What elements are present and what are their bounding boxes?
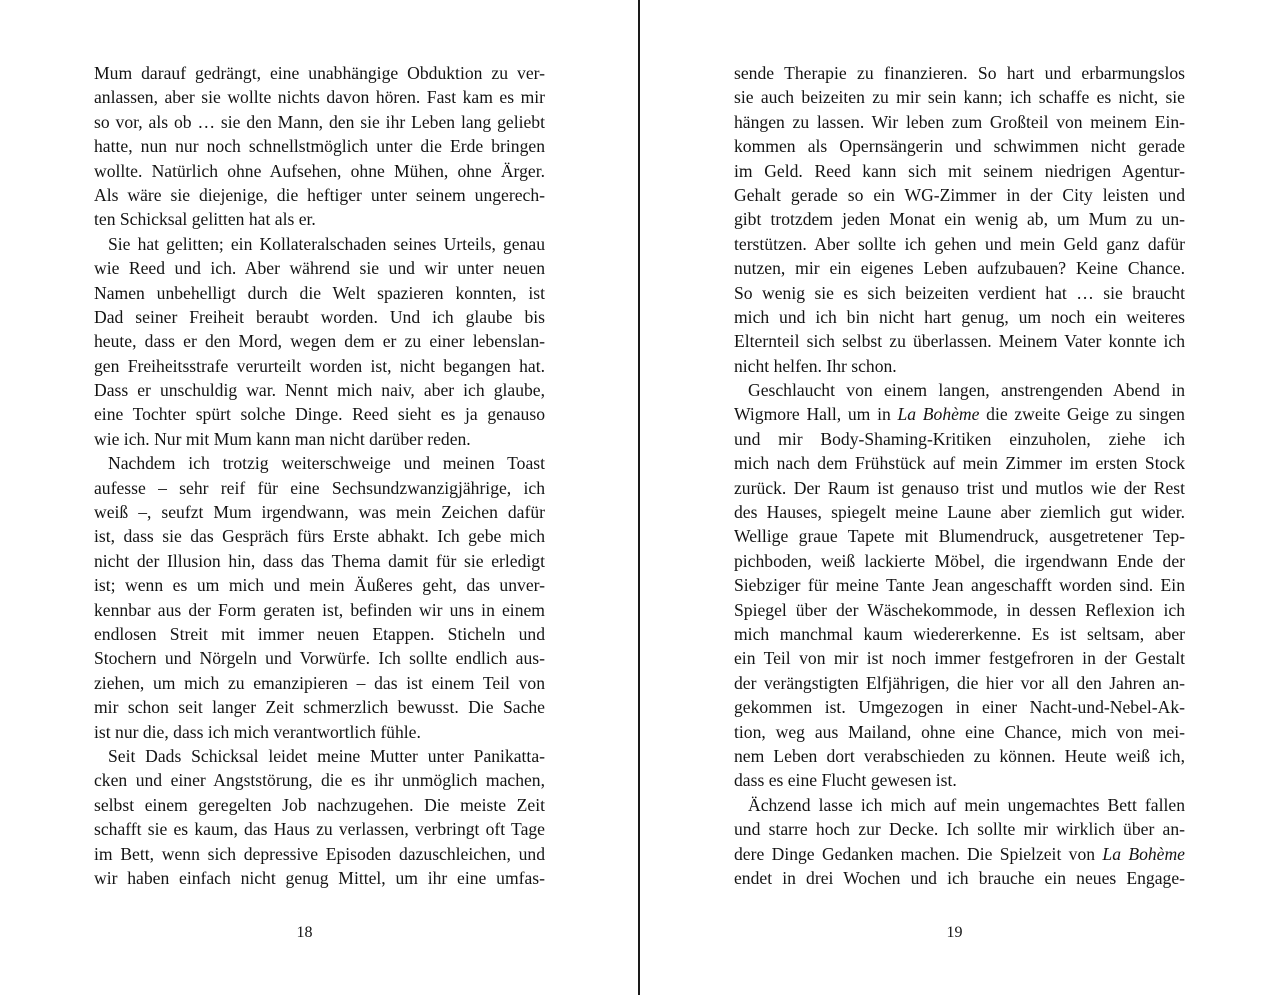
text-line: im Bett, wenn sich depressive Episoden dazuschleichen, und bbox=[94, 843, 545, 864]
text-line: Gehalt gerade so ein WG-Zimmer in der City leisten und bbox=[734, 184, 1185, 205]
text-line: So wenig sie es sich beizeiten verdient hat … sie braucht bbox=[734, 282, 1185, 303]
text-line: selbst einem geregelten Job nachzugehen. Die meiste Zeit bbox=[94, 794, 545, 815]
text-line: hatte, nun nur noch schnellstmöglich unter die Erde bringen bbox=[94, 136, 545, 157]
text-line: ist nur die, dass ich mich verantwortlich fühle. bbox=[94, 721, 421, 742]
text-line: ist; wenn es um mich und mein Äußeres geht, das unver- bbox=[94, 575, 545, 596]
text-line: des Hauses, spiegelt meine Laune aber ziemlich gut wider. bbox=[734, 502, 1185, 523]
text-line: nicht der Illusion hin, dass das Thema damit für sie erledigt bbox=[94, 550, 545, 571]
text-line: gibt trotzdem jeden Monat ein wenig ab, um Mum zu un- bbox=[734, 209, 1185, 230]
text-line: Stochern und Nörgeln und Vorwürfe. Ich sollte endlich aus- bbox=[94, 648, 545, 669]
text-line: Als wäre sie diejenige, die heftiger unter seinem ungerech- bbox=[94, 184, 545, 205]
text-line: dass es eine Flucht gewesen ist. bbox=[734, 770, 957, 791]
text-line: Dass er unschuldig war. Nennt mich naiv, aber ich glaube, bbox=[94, 380, 545, 401]
text-line: kommen als Opernsängerin und schwimmen nicht gerade bbox=[734, 136, 1185, 157]
left-page-number: 18 bbox=[296, 924, 313, 941]
text-line: der verängstigten Elfjährigen, die hier vor all den Jahren an- bbox=[734, 672, 1185, 693]
text-line: eine Tochter spürt solche Dinge. Reed sieht es ja genauso bbox=[94, 404, 545, 425]
text-line: weiß –, seufzt Mum irgendwann, was mein Zeichen dafür bbox=[94, 502, 545, 523]
left-page-text bbox=[94, 61, 545, 890]
text-line: wollte. Natürlich ohne Aufsehen, ohne Mühen, ohne Ärger. bbox=[94, 160, 545, 181]
text-line: mir schon seit langer Zeit schmerzlich bewusst. Die Sache bbox=[94, 697, 545, 718]
text-line: Wigmore Hall, um in La Bohème die zweite Geige zu singen bbox=[734, 404, 1185, 425]
text-line: aufesse – sehr reif für eine Sechsundzwanzigjährige, ich bbox=[94, 477, 545, 498]
text-line: wie Reed und ich. Aber während sie und wir unter neuen bbox=[94, 258, 545, 279]
text-line: tion, weg aus Mailand, ohne eine Chance, mich von mei- bbox=[734, 721, 1185, 742]
text-line: Seit Dads Schicksal leidet meine Mutter unter Panikatta- bbox=[108, 745, 545, 766]
text-line: nicht helfen. Ihr schon. bbox=[734, 355, 897, 376]
text-line: endet in drei Wochen und ich brauche ein neues Engage- bbox=[734, 867, 1185, 888]
text-line: nutzen, mir ein eigenes Leben aufzubauen? Keine Chance. bbox=[734, 258, 1185, 279]
right-page-number: 19 bbox=[946, 924, 963, 941]
left-page bbox=[0, 0, 639, 995]
text-line: pichboden, weiß lackierte Möbel, die irgendwann Ende der bbox=[734, 550, 1185, 571]
text-line: Geschlaucht von einem langen, anstrengenden Abend in bbox=[748, 380, 1185, 401]
text-line: Namen unbehelligt durch die Welt spazieren konnten, ist bbox=[94, 282, 545, 303]
right-page bbox=[640, 0, 1279, 995]
text-line: gen Freiheitsstrafe verurteilt worden ist, nicht begangen hat. bbox=[94, 355, 545, 376]
text-line: Dad seiner Freiheit beraubt worden. Und ich glaube bis bbox=[94, 306, 545, 327]
text-line: sende Therapie zu finanzieren. So hart und erbarmungslos bbox=[734, 63, 1185, 83]
text-line: terstützen. Aber sollte ich gehen und mein Geld ganz dafür bbox=[734, 233, 1185, 254]
text-line: und mir Body-Shaming-Kritiken einzuholen, ziehe ich bbox=[734, 428, 1185, 449]
text-line: ein Teil von mir ist noch immer festgefroren in der Gestalt bbox=[734, 648, 1185, 669]
text-line: hängen zu lassen. Wir leben zum Großteil von meinem Ein- bbox=[734, 111, 1185, 132]
text-line: ziehen, um mich zu emanzipieren – das ist einem Teil von bbox=[94, 672, 545, 693]
text-line: gekommen ist. Umgezogen in einer Nacht-und-Nebel-Ak- bbox=[734, 697, 1185, 718]
text-line: sie auch beizeiten zu mir sein kann; ich schaffe es nicht, sie bbox=[734, 87, 1185, 108]
text-line: cken und einer Angststörung, die es ihr unmöglich machen, bbox=[94, 770, 545, 791]
text-line: Wellige graue Tapete mit Blumendruck, ausgetretener Tep- bbox=[734, 526, 1185, 547]
text-line: mich und ich bin nicht hart genug, um noch ein weiteres bbox=[734, 306, 1185, 327]
text-line: mich nach dem Frühstück auf mein Zimmer im ersten Stock bbox=[734, 453, 1185, 474]
text-line: zurück. Der Raum ist genauso trist und mutlos wie der Rest bbox=[734, 477, 1185, 498]
text-line: wie ich. Nur mit Mum kann man nicht darüber reden. bbox=[94, 428, 471, 449]
text-line: Mum darauf gedrängt, eine unabhängige Obduktion zu ver- bbox=[94, 63, 545, 83]
text-line: Sie hat gelitten; ein Kollateralschaden seines Urteils, genau bbox=[108, 233, 545, 254]
text-line: Siebziger für meine Tante Jean angeschafft worden sind. Ein bbox=[734, 575, 1185, 596]
text-line: anlassen, aber sie wollte nichts davon hören. Fast kam es mir bbox=[94, 87, 545, 108]
text-line: heute, dass er den Mord, wegen dem er zu einer lebenslan- bbox=[94, 331, 545, 352]
right-page-text bbox=[734, 61, 1185, 890]
text-line: Ächzend lasse ich mich auf mein ungemachtes Bett fallen bbox=[748, 794, 1185, 815]
text-line: und starre hoch zur Decke. Ich sollte mir wirklich über an- bbox=[734, 819, 1185, 840]
text-line: ist, dass sie das Gespräch fürs Erste abhakt. Ich gebe mich bbox=[94, 526, 545, 547]
text-line: so vor, als ob … sie den Mann, den sie ihr Leben lang geliebt bbox=[94, 111, 545, 132]
text-line: Nachdem ich trotzig weiterschweige und meinen Toast bbox=[108, 453, 545, 474]
text-line: mich manchmal kaum wiedererkenne. Es ist seltsam, aber bbox=[734, 623, 1185, 644]
text-line: dere Dinge Gedanken machen. Die Spielzeit von La Bohème bbox=[734, 843, 1185, 864]
text-line: Spiegel über der Wäschekommode, in dessen Reflexion ich bbox=[734, 599, 1185, 620]
text-line: wir haben einfach nicht genug Mittel, um ihr eine umfas- bbox=[94, 867, 545, 888]
text-line: ten Schicksal gelitten hat als er. bbox=[94, 209, 316, 230]
text-line: schafft sie es kaum, das Haus zu verlassen, verbringt oft Tage bbox=[94, 819, 545, 840]
text-line: im Geld. Reed kann sich mit seinem niedrigen Agentur- bbox=[734, 160, 1185, 181]
text-line: kennbar aus der Form geraten ist, befinden wir uns in einem bbox=[94, 599, 545, 620]
text-line: nem Leben dort verabschieden zu können. Heute weiß ich, bbox=[734, 745, 1185, 766]
text-line: Elternteil sich selbst zu überlassen. Meinem Vater konnte ich bbox=[734, 331, 1185, 352]
text-line: endlosen Streit mit immer neuen Etappen. Sticheln und bbox=[94, 623, 545, 644]
